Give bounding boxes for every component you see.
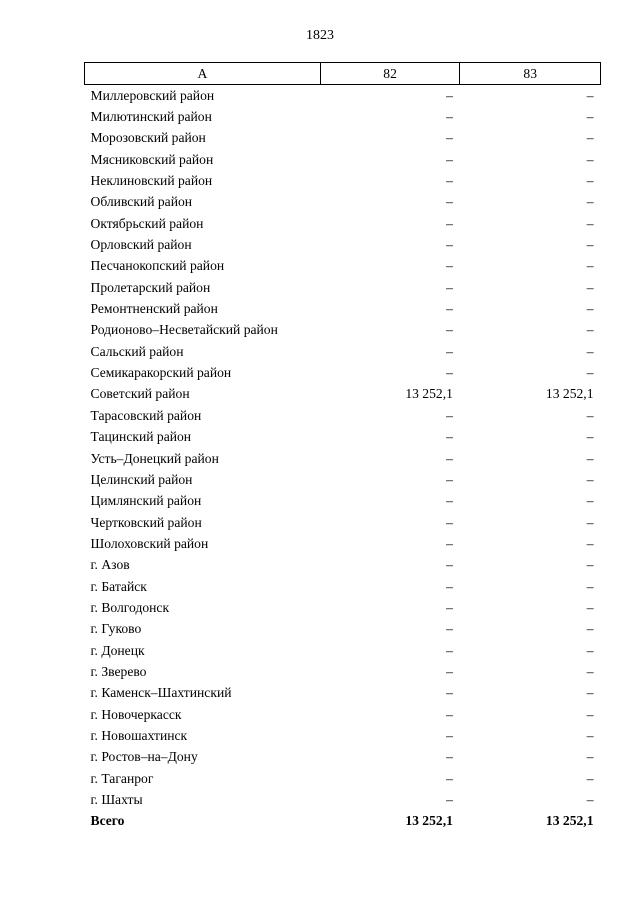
row-value-83: – xyxy=(586,578,594,594)
total-label: Всего xyxy=(90,813,125,829)
table-row xyxy=(85,427,601,448)
table-row xyxy=(85,704,601,725)
row-value-83: – xyxy=(586,514,594,530)
header-cell-a: А xyxy=(85,63,321,85)
header-cell-83: 83 xyxy=(460,63,601,85)
table-row xyxy=(85,533,601,554)
page-number: 1823 xyxy=(306,28,334,43)
row-name-cell: г. Таганрог xyxy=(90,770,154,786)
row-name-cell: Усть–Донецкий район xyxy=(90,450,219,466)
table-row xyxy=(85,512,601,533)
table-row xyxy=(85,320,601,341)
row-name-cell: г. Шахты xyxy=(90,792,143,808)
row-name-cell: Морозовский район xyxy=(90,130,206,146)
row-name-cell: Родионово–Несветайский район xyxy=(90,322,278,338)
row-value-83: – xyxy=(586,599,594,615)
table-header xyxy=(85,63,601,85)
row-name-cell: Неклиновский район xyxy=(90,173,213,189)
row-name-cell: Ремонтненский район xyxy=(90,301,218,317)
table-row xyxy=(85,170,601,191)
row-value-82: – xyxy=(446,685,453,701)
row-name-cell: Обливский район xyxy=(90,194,193,210)
row-name-cell: Советский район xyxy=(90,386,190,402)
row-value-82: – xyxy=(446,194,453,210)
row-name-cell: Тацинский район xyxy=(90,429,192,445)
row-value-83: – xyxy=(586,749,594,765)
row-name-cell: г. Новочеркасск xyxy=(90,706,182,722)
row-name-cell: Орловский район xyxy=(90,237,192,253)
row-value-82: – xyxy=(446,557,453,573)
row-value-82: – xyxy=(446,514,453,530)
table-row xyxy=(85,555,601,576)
table-row xyxy=(85,661,601,682)
table-row xyxy=(85,234,601,255)
row-value-83: – xyxy=(586,173,594,189)
table-row xyxy=(85,362,601,383)
table-row xyxy=(85,619,601,640)
row-name-cell: Чертковский район xyxy=(90,514,202,530)
row-name-cell: г. Батайск xyxy=(90,578,147,594)
row-name-cell: г. Каменск–Шахтинский xyxy=(90,685,232,701)
row-value-83: – xyxy=(586,663,594,679)
row-value-82: – xyxy=(446,173,453,189)
budget-table xyxy=(84,62,601,832)
table-row xyxy=(85,469,601,490)
row-value-82: – xyxy=(446,642,453,658)
row-value-82: – xyxy=(446,365,453,381)
table-row xyxy=(85,725,601,746)
row-name-cell: Цимлянский район xyxy=(90,493,202,509)
row-name-cell: Милютинский район xyxy=(90,109,212,125)
row-name-cell: г. Новошахтинск xyxy=(90,727,188,743)
row-value-82: – xyxy=(446,727,453,743)
table-row xyxy=(85,768,601,789)
row-value-82: – xyxy=(446,237,453,253)
row-value-82: – xyxy=(446,663,453,679)
row-name-cell: Тарасовский район xyxy=(90,407,202,423)
row-value-82: 13 252,1 xyxy=(405,386,453,402)
row-name-cell: Шолоховский район xyxy=(90,535,209,551)
row-value-82: – xyxy=(446,407,453,423)
row-value-82: – xyxy=(446,429,453,445)
row-value-83: – xyxy=(586,279,594,295)
row-name-cell: Мясниковский район xyxy=(90,151,214,167)
row-value-83: – xyxy=(586,215,594,231)
row-value-82: – xyxy=(446,301,453,317)
total-83: 13 252,1 xyxy=(545,813,594,829)
row-value-83: – xyxy=(586,87,594,103)
table-body xyxy=(85,85,601,833)
row-value-82: – xyxy=(446,493,453,509)
row-value-82: – xyxy=(446,343,453,359)
row-value-83: – xyxy=(586,151,594,167)
row-value-82: – xyxy=(446,258,453,274)
table-row xyxy=(85,640,601,661)
table-row xyxy=(85,405,601,426)
row-value-82: – xyxy=(446,215,453,231)
row-value-83: – xyxy=(586,685,594,701)
row-value-82: – xyxy=(446,109,453,125)
table-row xyxy=(85,341,601,362)
table-row xyxy=(85,298,601,319)
table-row xyxy=(85,683,601,704)
row-name-cell: г. Гуково xyxy=(90,621,142,637)
table-row xyxy=(85,213,601,234)
row-value-83: – xyxy=(586,343,594,359)
row-name-cell: г. Зверево xyxy=(90,663,147,679)
row-name-cell: Песчанокопский район xyxy=(90,258,225,274)
table-row xyxy=(85,106,601,127)
table-row xyxy=(85,597,601,618)
row-value-83: – xyxy=(586,429,594,445)
row-value-82: – xyxy=(446,322,453,338)
row-value-82: – xyxy=(446,792,453,808)
header-cell-82: 82 xyxy=(320,63,460,85)
row-value-82: – xyxy=(446,706,453,722)
row-name-cell: Целинский район xyxy=(90,471,193,487)
row-value-83: 13 252,1 xyxy=(545,386,594,402)
table-row xyxy=(85,149,601,170)
row-name-cell: Октябрьский район xyxy=(90,215,204,231)
row-name-cell: Пролетарский район xyxy=(90,279,211,295)
row-value-82: – xyxy=(446,621,453,637)
row-value-83: – xyxy=(586,535,594,551)
row-value-83: – xyxy=(586,642,594,658)
table-row xyxy=(85,747,601,768)
header-row xyxy=(85,63,601,85)
row-value-82: – xyxy=(446,599,453,615)
table-row xyxy=(85,85,601,107)
table-row xyxy=(85,789,601,810)
table-row xyxy=(85,576,601,597)
row-value-83: – xyxy=(586,194,594,210)
total-row xyxy=(85,811,601,832)
row-value-82: – xyxy=(446,87,453,103)
row-value-83: – xyxy=(586,706,594,722)
row-value-82: – xyxy=(446,471,453,487)
row-value-83: – xyxy=(586,322,594,338)
row-value-83: – xyxy=(586,365,594,381)
row-value-83: – xyxy=(586,258,594,274)
row-value-83: – xyxy=(586,557,594,573)
row-value-82: – xyxy=(446,749,453,765)
row-value-82: – xyxy=(446,130,453,146)
table-row xyxy=(85,192,601,213)
row-value-83: – xyxy=(586,301,594,317)
row-value-83: – xyxy=(586,237,594,253)
row-value-83: – xyxy=(586,130,594,146)
table-row xyxy=(85,256,601,277)
table-row xyxy=(85,491,601,512)
row-value-82: – xyxy=(446,770,453,786)
row-name-cell: г. Волгодонск xyxy=(90,599,170,615)
row-value-82: – xyxy=(446,279,453,295)
row-value-83: – xyxy=(586,471,594,487)
row-value-83: – xyxy=(586,450,594,466)
row-value-83: – xyxy=(586,770,594,786)
table-row xyxy=(85,448,601,469)
table-row xyxy=(85,277,601,298)
row-name-cell: Сальский район xyxy=(90,343,184,359)
row-name-cell: г. Донецк xyxy=(90,642,145,658)
row-value-83: – xyxy=(586,493,594,509)
row-name-cell: Миллеровский район xyxy=(90,87,215,103)
row-name-cell: Семикаракорский район xyxy=(90,365,232,381)
row-value-82: – xyxy=(446,450,453,466)
table-row xyxy=(85,384,601,405)
row-value-83: – xyxy=(586,621,594,637)
row-name-cell: г. Азов xyxy=(90,557,130,573)
table-row xyxy=(85,128,601,149)
row-value-83: – xyxy=(586,792,594,808)
row-value-83: – xyxy=(586,407,594,423)
row-value-82: – xyxy=(446,535,453,551)
row-value-83: – xyxy=(586,727,594,743)
row-name-cell: г. Ростов–на–Дону xyxy=(90,749,198,765)
row-value-82: – xyxy=(446,151,453,167)
total-82: 13 252,1 xyxy=(405,813,453,829)
row-value-82: – xyxy=(446,578,453,594)
row-value-83: – xyxy=(586,109,594,125)
